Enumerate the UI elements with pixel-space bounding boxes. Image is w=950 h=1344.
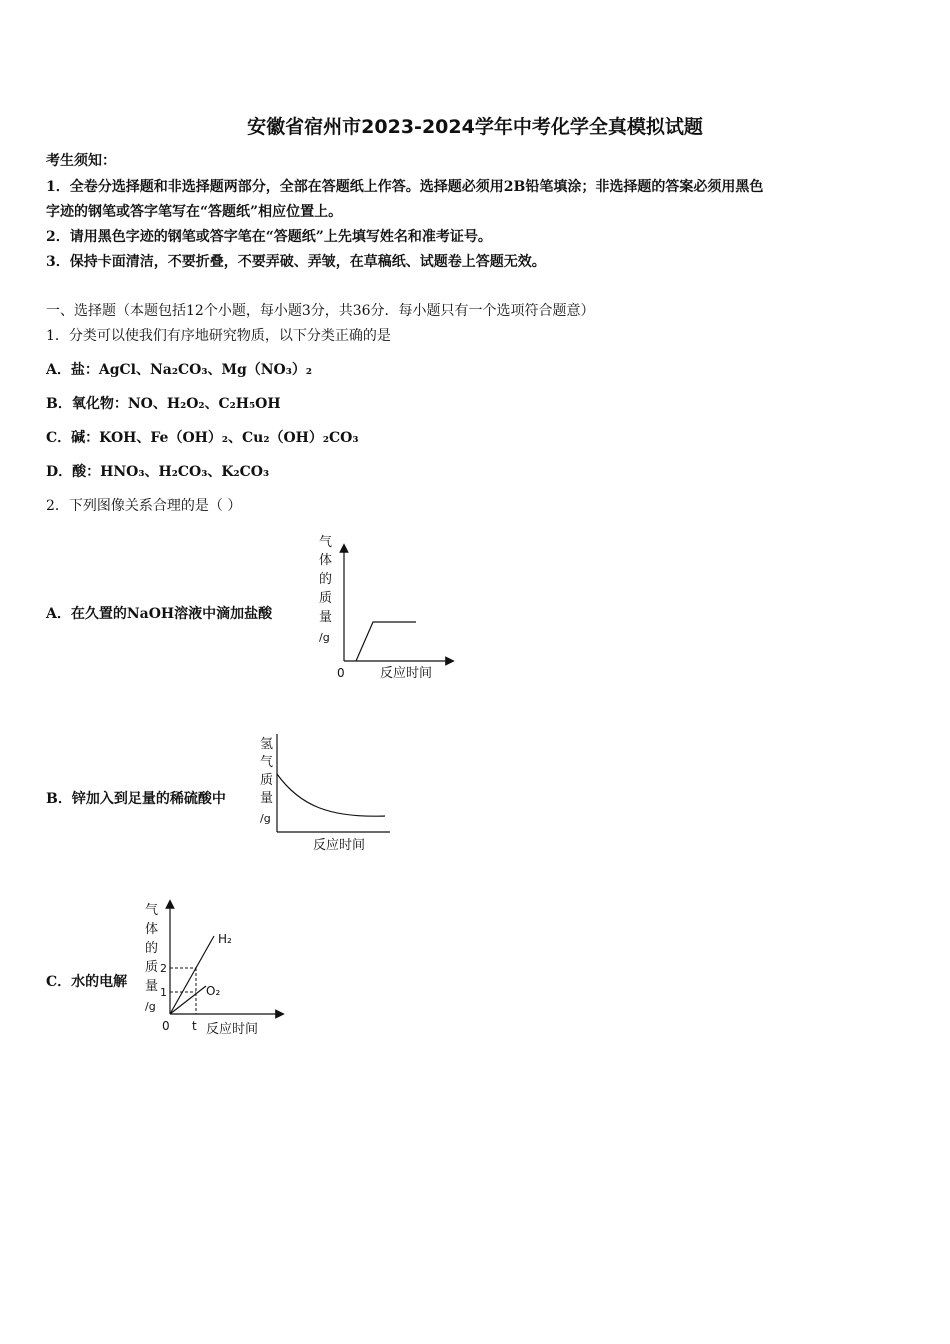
graph-c-tick-1: 1 bbox=[160, 986, 167, 999]
graph-c-ylabel-6: /g bbox=[145, 1000, 156, 1013]
notice-item-2: 2．请用黑色字迹的钢笔或答字笔在“答题纸”上先填写姓名和准考证号。 bbox=[46, 229, 492, 245]
q2-option-a-text: A．在久置的NaOH溶液中滴加盐酸 bbox=[46, 606, 273, 622]
graph-c-ylabel-4: 质 bbox=[145, 960, 159, 975]
graph-c-ylabel-2: 体 bbox=[145, 922, 159, 937]
graph-a-curve bbox=[356, 622, 416, 661]
q2-option-c-text: C．水的电解 bbox=[46, 974, 128, 990]
graph-b-ylabel-5: /g bbox=[260, 812, 271, 825]
graph-a-ylabel-3: 的 bbox=[319, 572, 333, 587]
q1-option-b-text: NO、H₂O₂、C₂H₅OH bbox=[127, 396, 281, 412]
graph-b-xlabel: 反应时间 bbox=[313, 838, 366, 853]
q1-option-d-text: HNO₃、H₂CO₃、K₂CO₃ bbox=[100, 464, 270, 480]
graph-c-line-o2 bbox=[170, 986, 206, 1014]
graph-a-xlabel: 反应时间 bbox=[380, 666, 433, 681]
graph-a-ylabel-5: 量 bbox=[319, 610, 333, 625]
q2-option-b-text: B．锌加入到足量的稀硫酸中 bbox=[46, 791, 226, 807]
notice-item-1: 1．全卷分选择题和非选择题两部分，全部在答题纸上作答。选择题必须用2B铅笔填涂；非选择题的答案必须用黑色 bbox=[46, 179, 764, 195]
notice-heading: 考生须知： bbox=[46, 153, 116, 169]
q1-option-d bbox=[46, 463, 269, 481]
q1-option-c-text: KOH、Fe（OH）₂、Cu₂（OH）₂CO₃ bbox=[99, 430, 359, 446]
q1-option-a-text: AgCl、Na₂CO₃、Mg（NO₃）₂ bbox=[98, 362, 312, 378]
graph-b-ylabel-1: 氢 bbox=[260, 737, 274, 752]
question-1-stem: 1．分类可以使我们有序地研究物质，以下分类正确的是 bbox=[46, 328, 391, 344]
q1-option-a bbox=[46, 361, 312, 379]
graph-c-line-h2 bbox=[170, 936, 214, 1014]
q1-option-c bbox=[46, 429, 358, 447]
q2-graph-b bbox=[255, 728, 405, 856]
question-2-stem: 2．下列图像关系合理的是（ ） bbox=[46, 498, 242, 514]
graph-c-label-h2: H₂ bbox=[218, 932, 232, 946]
graph-a-ylabel-4: 质 bbox=[319, 591, 333, 606]
q1-option-b-label: B．氧化物： bbox=[46, 396, 128, 412]
graph-c-ylabel-1: 气 bbox=[145, 903, 159, 918]
graph-a-ylabel-1: 气 bbox=[319, 535, 333, 550]
graph-c-ylabel-3: 的 bbox=[145, 941, 159, 956]
q2-graph-c bbox=[140, 896, 290, 1042]
graph-c-label-o2: O₂ bbox=[206, 984, 221, 998]
page-title: 安徽省宿州市2023-2024学年中考化学全真模拟试题 bbox=[247, 116, 703, 138]
q1-option-d-label: D．酸： bbox=[46, 464, 101, 480]
notice-item-3: 3．保持卡面清洁，不要折叠，不要弄破、弄皱，在草稿纸、试题卷上答题无效。 bbox=[46, 254, 546, 270]
graph-c-xlabel: 反应时间 bbox=[206, 1022, 259, 1037]
q1-option-a-label: A．盐： bbox=[46, 362, 99, 378]
graph-b-ylabel-4: 量 bbox=[260, 791, 274, 806]
q1-option-c-label: C．碱： bbox=[46, 430, 100, 446]
q1-option-b bbox=[46, 395, 281, 413]
graph-c-tick-2: 2 bbox=[160, 962, 167, 975]
graph-c-ylabel-5: 量 bbox=[145, 979, 159, 994]
graph-a-ylabel-2: 体 bbox=[319, 553, 333, 568]
section-heading: 一、选择题（本题包括12个小题，每小题3分，共36分．每小题只有一个选项符合题意） bbox=[46, 303, 595, 319]
graph-c-origin: 0 bbox=[162, 1019, 170, 1033]
q2-graph-a bbox=[300, 528, 460, 686]
graph-a-origin: 0 bbox=[337, 666, 345, 680]
graph-b-curve bbox=[277, 774, 385, 816]
graph-c-tick-t: t bbox=[192, 1019, 197, 1033]
graph-a-ylabel-6: /g bbox=[319, 631, 330, 644]
graph-b-ylabel-3: 质 bbox=[260, 773, 274, 788]
graph-b-ylabel-2: 气 bbox=[260, 755, 274, 770]
notice-item-1-cont: 字迹的钢笔或答字笔写在“答题纸”相应位置上。 bbox=[46, 204, 343, 220]
